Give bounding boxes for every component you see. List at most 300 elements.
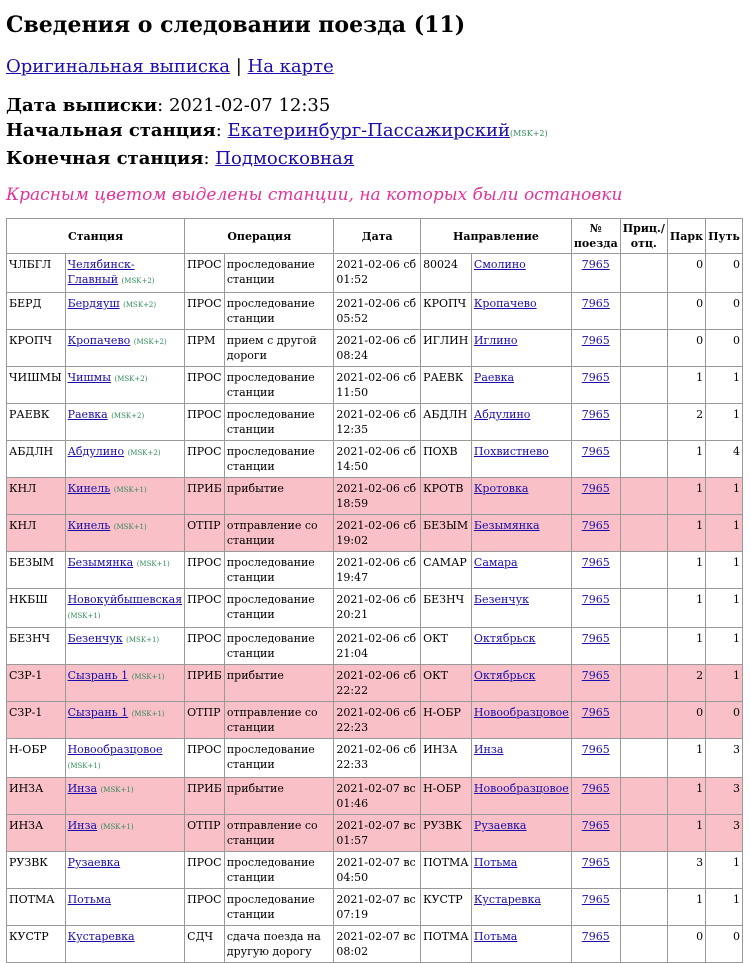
track-cell: 0: [706, 926, 743, 963]
station-code: Н-ОБР: [7, 739, 66, 778]
station-cell: [65, 367, 185, 404]
operation-description: прием с другой дороги: [224, 330, 334, 367]
station-code: ИНЗА: [7, 815, 66, 852]
operation-code: ПРМ: [185, 330, 225, 367]
train-number-link[interactable]: 7965: [581, 258, 610, 271]
train-number-cell: [571, 515, 620, 552]
track-cell: 4: [706, 441, 743, 478]
extract-date-label: Дата выписки: [6, 95, 158, 116]
operation-code: ПРОС: [185, 441, 225, 478]
attach-detach-cell: [620, 404, 667, 441]
train-number-link[interactable]: 7965: [581, 408, 610, 421]
track-cell: 1: [706, 552, 743, 589]
train-number-link[interactable]: 7965: [581, 632, 610, 645]
station-cell: [65, 589, 185, 628]
station-link[interactable]: Инза: [67, 819, 98, 832]
train-number-cell: [571, 778, 620, 815]
station-code: КРОПЧ: [7, 330, 66, 367]
station-code: СЗР-1: [7, 702, 66, 739]
station-code: ЧИШМЫ: [7, 367, 66, 404]
train-number-link[interactable]: 7965: [581, 856, 610, 869]
direction-cell: [471, 889, 571, 926]
train-number-cell: [571, 852, 620, 889]
train-number-cell: [571, 815, 620, 852]
station-link[interactable]: Абдулино: [67, 445, 125, 458]
direction-link[interactable]: Новообразцовое: [473, 782, 569, 795]
park-cell: 0: [667, 330, 705, 367]
direction-link[interactable]: Самара: [473, 556, 518, 569]
operation-date: 2021-02-06 сб 14:50: [334, 441, 421, 478]
train-route-table: [6, 218, 743, 963]
station-link[interactable]: Рузаевка: [67, 856, 121, 869]
operation-code: ПРОС: [185, 293, 225, 330]
train-number-link[interactable]: 7965: [581, 930, 610, 943]
direction-link[interactable]: Кропачево: [473, 297, 537, 310]
table-row-stop: [7, 515, 743, 552]
operation-code: ПРОС: [185, 739, 225, 778]
table-row: [7, 852, 743, 889]
train-number-cell: [571, 589, 620, 628]
operation-date: 2021-02-06 сб 22:23: [334, 702, 421, 739]
direction-code: ИНЗА: [421, 739, 472, 778]
operation-description: проследование станции: [224, 852, 334, 889]
station-cell: [65, 665, 185, 702]
station-link[interactable]: Безымянка: [67, 556, 134, 569]
direction-link[interactable]: Инза: [473, 743, 504, 756]
direction-code: БЕЗЫМ: [421, 515, 472, 552]
station-code: СЗР-1: [7, 665, 66, 702]
park-cell: 1: [667, 367, 705, 404]
direction-code: САМАР: [421, 552, 472, 589]
train-number-cell: [571, 889, 620, 926]
operation-description: проследование станции: [224, 552, 334, 589]
station-code: ПОТМА: [7, 889, 66, 926]
operation-date: 2021-02-07 вс 04:50: [334, 852, 421, 889]
operation-date: 2021-02-06 сб 05:52: [334, 293, 421, 330]
attach-detach-cell: [620, 254, 667, 293]
attach-detach-cell: [620, 552, 667, 589]
end-station-line: Конечная станция: Подмосковная: [6, 148, 355, 169]
attach-detach-cell: [620, 665, 667, 702]
table-row-stop: [7, 478, 743, 515]
station-tz: (MSK+2): [114, 375, 148, 383]
track-cell: 0: [706, 293, 743, 330]
station-tz: (MSK+2): [123, 301, 157, 309]
track-cell: 0: [706, 254, 743, 293]
extract-date-value: 2021-02-07 12:35: [168, 95, 331, 116]
direction-link[interactable]: Новообразцовое: [473, 706, 569, 719]
operation-code: ПРОС: [185, 889, 225, 926]
attach-detach-cell: [620, 778, 667, 815]
operation-description: проследование станции: [224, 293, 334, 330]
direction-code: КРОТВ: [421, 478, 472, 515]
park-cell: 1: [667, 515, 705, 552]
station-link[interactable]: Потьма: [67, 893, 111, 906]
station-code: АБДЛН: [7, 441, 66, 478]
park-cell: 0: [667, 926, 705, 963]
train-number-cell: [571, 665, 620, 702]
park-cell: 1: [667, 478, 705, 515]
direction-code: РУЗВК: [421, 815, 472, 852]
header-train-number: № поезда: [571, 219, 620, 254]
station-tz: (MSK+1): [131, 710, 165, 718]
direction-code: ОКТ: [421, 665, 472, 702]
station-code: ЧЛБГЛ: [7, 254, 66, 293]
operation-description: проследование станции: [224, 254, 334, 293]
train-number-cell: [571, 330, 620, 367]
link-bar: [6, 55, 744, 79]
train-number-link[interactable]: 7965: [581, 669, 610, 682]
direction-code: 80024: [421, 254, 472, 293]
station-cell: [65, 441, 185, 478]
train-number-link[interactable]: 7965: [581, 371, 610, 384]
station-cell: [65, 404, 185, 441]
station-link[interactable]: Инза: [67, 782, 98, 795]
train-number-cell: [571, 367, 620, 404]
train-number-cell: [571, 293, 620, 330]
header-park: Парк: [667, 219, 705, 254]
operation-date: 2021-02-07 вс 01:46: [334, 778, 421, 815]
operation-code: ПРИБ: [185, 665, 225, 702]
track-cell: 0: [706, 702, 743, 739]
train-number-link[interactable]: 7965: [581, 706, 610, 719]
station-code: РАЕВК: [7, 404, 66, 441]
station-tz: (MSK+2): [127, 449, 161, 457]
table-row: [7, 441, 743, 478]
table-row-stop: [7, 665, 743, 702]
direction-code: Н-ОБР: [421, 778, 472, 815]
track-cell: 3: [706, 739, 743, 778]
train-number-link[interactable]: 7965: [581, 819, 610, 832]
operation-code: ПРИБ: [185, 778, 225, 815]
station-tz: (MSK+1): [113, 486, 147, 494]
train-number-cell: [571, 254, 620, 293]
extract-date-line: Дата выписки: 2021-02-07 12:35: [6, 95, 331, 116]
direction-cell: [471, 293, 571, 330]
track-cell: 1: [706, 889, 743, 926]
direction-cell: [471, 739, 571, 778]
page-title: Сведения о следовании поезда (11): [6, 12, 466, 38]
direction-link[interactable]: Октябрьск: [473, 669, 536, 682]
train-number-link[interactable]: 7965: [581, 445, 610, 458]
train-number-link[interactable]: 7965: [581, 519, 610, 532]
link-separator: |: [230, 56, 248, 77]
station-link[interactable]: Кинель: [67, 519, 111, 532]
train-number-link[interactable]: 7965: [581, 743, 610, 756]
header-direction: Направление: [421, 219, 572, 254]
operation-description: проследование станции: [224, 739, 334, 778]
track-cell: 3: [706, 815, 743, 852]
operation-description: сдача поезда на другую дорогу: [224, 926, 334, 963]
operation-description: отправление со станции: [224, 702, 334, 739]
direction-cell: [471, 441, 571, 478]
station-link[interactable]: Сызрань 1: [67, 706, 129, 719]
direction-code: АБДЛН: [421, 404, 472, 441]
original-extract-link[interactable]: Оригинальная выписка: [6, 56, 230, 77]
station-tz: (MSK+2): [121, 277, 155, 285]
direction-link[interactable]: Абдулино: [473, 408, 531, 421]
park-cell: 1: [667, 739, 705, 778]
operation-code: ПРОС: [185, 552, 225, 589]
attach-detach-cell: [620, 852, 667, 889]
direction-cell: [471, 778, 571, 815]
train-number-link[interactable]: 7965: [581, 334, 610, 347]
park-cell: 1: [667, 778, 705, 815]
direction-link[interactable]: Кротовка: [473, 482, 529, 495]
operation-date: 2021-02-06 сб 12:35: [334, 404, 421, 441]
attach-detach-cell: [620, 889, 667, 926]
station-code: КНЛ: [7, 515, 66, 552]
track-cell: 1: [706, 515, 743, 552]
park-cell: 1: [667, 589, 705, 628]
direction-cell: [471, 515, 571, 552]
header-operation: Операция: [185, 219, 334, 254]
direction-code: ИГЛИН: [421, 330, 472, 367]
direction-code: БЕЗНЧ: [421, 589, 472, 628]
station-code: КУСТР: [7, 926, 66, 963]
station-tz: (MSK+1): [67, 612, 101, 620]
attach-detach-cell: [620, 628, 667, 665]
table-row: [7, 254, 743, 293]
operation-code: ОТПР: [185, 515, 225, 552]
track-cell: 0: [706, 330, 743, 367]
direction-link[interactable]: Кустаревка: [473, 893, 541, 906]
train-number-cell: [571, 404, 620, 441]
operation-description: проследование станции: [224, 589, 334, 628]
station-tz: (MSK+2): [111, 412, 145, 420]
park-cell: 0: [667, 293, 705, 330]
attach-detach-cell: [620, 478, 667, 515]
operation-code: ОТПР: [185, 815, 225, 852]
operation-description: проследование станции: [224, 367, 334, 404]
operation-date: 2021-02-06 сб 01:52: [334, 254, 421, 293]
table-row-stop: [7, 702, 743, 739]
header-date: Дата: [334, 219, 421, 254]
station-code: БЕРД: [7, 293, 66, 330]
table-body: [7, 254, 743, 963]
operation-date: 2021-02-07 вс 08:02: [334, 926, 421, 963]
operation-description: прибытие: [224, 665, 334, 702]
park-cell: 0: [667, 702, 705, 739]
direction-cell: [471, 478, 571, 515]
direction-code: Н-ОБР: [421, 702, 472, 739]
train-number-link[interactable]: 7965: [581, 782, 610, 795]
direction-cell: [471, 628, 571, 665]
operation-code: СДЧ: [185, 926, 225, 963]
table-row: [7, 404, 743, 441]
station-cell: [65, 926, 185, 963]
station-link[interactable]: Бердяуш: [67, 297, 120, 310]
operation-date: 2021-02-06 сб 11:50: [334, 367, 421, 404]
station-tz: (MSK+1): [126, 636, 160, 644]
station-tz: (MSK+1): [136, 560, 170, 568]
station-link[interactable]: Безенчук: [67, 632, 123, 645]
start-station-tz: (MSK+2): [509, 129, 548, 138]
train-number-link[interactable]: 7965: [581, 556, 610, 569]
direction-cell: [471, 552, 571, 589]
station-link[interactable]: Новокуйбышевская: [67, 593, 183, 606]
operation-date: 2021-02-06 сб 20:21: [334, 589, 421, 628]
attach-detach-cell: [620, 293, 667, 330]
direction-code: КУСТР: [421, 889, 472, 926]
start-station-line: Начальная станция: Екатеринбург-Пассажирский(MSK+2): [6, 120, 548, 141]
operation-date: 2021-02-06 сб 21:04: [334, 628, 421, 665]
operation-description: проследование станции: [224, 404, 334, 441]
table-header-row: [7, 219, 743, 254]
table-row: [7, 552, 743, 589]
direction-link[interactable]: Рузаевка: [473, 819, 527, 832]
operation-code: ПРОС: [185, 589, 225, 628]
station-cell: [65, 478, 185, 515]
park-cell: 2: [667, 404, 705, 441]
station-cell: [65, 552, 185, 589]
direction-cell: [471, 665, 571, 702]
direction-cell: [471, 367, 571, 404]
table-row-stop: [7, 815, 743, 852]
operation-description: прибытие: [224, 478, 334, 515]
operation-date: 2021-02-06 сб 22:22: [334, 665, 421, 702]
station-cell: [65, 778, 185, 815]
station-cell: [65, 739, 185, 778]
direction-link[interactable]: Смолино: [473, 258, 526, 271]
direction-link[interactable]: Потьма: [473, 856, 518, 869]
station-code: БЕЗНЧ: [7, 628, 66, 665]
direction-code: РАЕВК: [421, 367, 472, 404]
station-link[interactable]: Кинель: [67, 482, 111, 495]
attach-detach-cell: [620, 515, 667, 552]
direction-cell: [471, 702, 571, 739]
start-station-link[interactable]: Екатеринбург-Пассажирский: [227, 120, 510, 141]
direction-link[interactable]: Похвистнево: [473, 445, 549, 458]
operation-description: отправление со станции: [224, 515, 334, 552]
direction-link[interactable]: Потьма: [473, 930, 518, 943]
attach-detach-cell: [620, 367, 667, 404]
station-link[interactable]: Раевка: [67, 408, 108, 421]
direction-cell: [471, 330, 571, 367]
attach-detach-cell: [620, 330, 667, 367]
train-number-cell: [571, 926, 620, 963]
operation-date: 2021-02-07 вс 07:19: [334, 889, 421, 926]
station-code: НКБШ: [7, 589, 66, 628]
train-number-cell: [571, 628, 620, 665]
start-station-label: Начальная станция: [6, 120, 216, 141]
station-cell: [65, 889, 185, 926]
train-number-link[interactable]: 7965: [581, 482, 610, 495]
train-number-cell: [571, 441, 620, 478]
train-number-link[interactable]: 7965: [581, 893, 610, 906]
train-number-link[interactable]: 7965: [581, 297, 610, 310]
operation-description: отправление со станции: [224, 815, 334, 852]
station-cell: [65, 330, 185, 367]
station-link[interactable]: Челябинск-Главный: [67, 258, 135, 286]
station-tz: (MSK+1): [67, 762, 101, 770]
park-cell: 1: [667, 552, 705, 589]
track-cell: 1: [706, 852, 743, 889]
station-link[interactable]: Новообразцовое: [67, 743, 163, 756]
direction-link[interactable]: Раевка: [473, 371, 515, 384]
operation-code: ОТПР: [185, 702, 225, 739]
map-link[interactable]: На карте: [247, 56, 334, 77]
train-number-cell: [571, 739, 620, 778]
station-link[interactable]: Чишмы: [67, 371, 111, 384]
track-cell: 1: [706, 367, 743, 404]
attach-detach-cell: [620, 589, 667, 628]
table-row: [7, 926, 743, 963]
operation-date: 2021-02-06 сб 08:24: [334, 330, 421, 367]
train-number-link[interactable]: 7965: [581, 593, 610, 606]
track-cell: 1: [706, 628, 743, 665]
operation-date: 2021-02-06 сб 22:33: [334, 739, 421, 778]
station-tz: (MSK+1): [100, 786, 134, 794]
operation-description: прибытие: [224, 778, 334, 815]
station-cell: [65, 515, 185, 552]
table-row: [7, 628, 743, 665]
attach-detach-cell: [620, 815, 667, 852]
direction-code: ПОХВ: [421, 441, 472, 478]
track-cell: 1: [706, 665, 743, 702]
direction-cell: [471, 404, 571, 441]
direction-code: КРОПЧ: [421, 293, 472, 330]
park-cell: 2: [667, 665, 705, 702]
direction-code: ОКТ: [421, 628, 472, 665]
track-cell: 1: [706, 404, 743, 441]
train-number-cell: [571, 702, 620, 739]
direction-link[interactable]: Октябрьск: [473, 632, 536, 645]
operation-code: ПРИБ: [185, 478, 225, 515]
station-link[interactable]: Сызрань 1: [67, 669, 129, 682]
header-track: Путь: [706, 219, 743, 254]
operation-date: 2021-02-06 сб 19:47: [334, 552, 421, 589]
legend-note: Красным цветом выделены станции, на которых были остановки: [6, 185, 623, 205]
table-row: [7, 367, 743, 404]
operation-description: проследование станции: [224, 441, 334, 478]
train-number-cell: [571, 478, 620, 515]
end-station-label: Конечная станция: [6, 148, 204, 169]
table-row-stop: [7, 778, 743, 815]
operation-description: проследование станции: [224, 628, 334, 665]
operation-date: 2021-02-06 сб 19:02: [334, 515, 421, 552]
attach-detach-cell: [620, 702, 667, 739]
park-cell: 1: [667, 628, 705, 665]
direction-link[interactable]: Иглино: [473, 334, 518, 347]
table-row: [7, 589, 743, 628]
operation-code: ПРОС: [185, 254, 225, 293]
end-station-link[interactable]: Подмосковная: [215, 148, 355, 169]
attach-detach-cell: [620, 926, 667, 963]
direction-link[interactable]: Безенчук: [473, 593, 529, 606]
operation-date: 2021-02-07 вс 01:57: [334, 815, 421, 852]
direction-code: ПОТМА: [421, 926, 472, 963]
operation-description: проследование станции: [224, 889, 334, 926]
station-cell: [65, 702, 185, 739]
direction-code: ПОТМА: [421, 852, 472, 889]
direction-link[interactable]: Безымянка: [473, 519, 540, 532]
table-row: [7, 330, 743, 367]
station-link[interactable]: Кустаревка: [67, 930, 135, 943]
station-code: БЕЗЫМ: [7, 552, 66, 589]
station-link[interactable]: Кропачево: [67, 334, 131, 347]
operation-date: 2021-02-06 сб 18:59: [334, 478, 421, 515]
park-cell: 0: [667, 254, 705, 293]
direction-cell: [471, 589, 571, 628]
table-row: [7, 889, 743, 926]
track-cell: 1: [706, 478, 743, 515]
track-cell: 3: [706, 778, 743, 815]
table-row: [7, 293, 743, 330]
meta-block: [6, 93, 744, 171]
header-station: Станция: [7, 219, 185, 254]
park-cell: 3: [667, 852, 705, 889]
